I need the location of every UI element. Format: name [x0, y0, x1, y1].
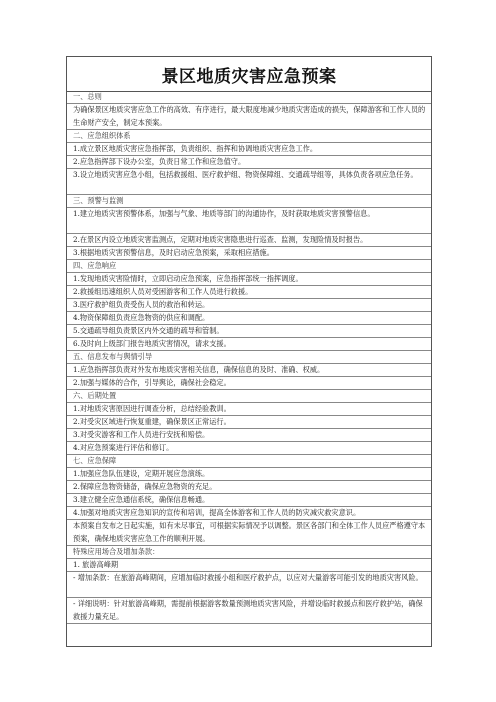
closing-paragraph: 本预案自发布之日起实施，如有未尽事宜，可根据实际情况予以调整。景区各部门和全体工作人员应严格遵守本预案，确保地质灾害应急工作的顺利开展。 — [67, 520, 431, 546]
special-detail: - 详细说明：针对旅游高峰期，需提前根据游客数量预测地质灾害风险，并增设临时救援点和医疗救护站，确保救援力量充足。 — [67, 598, 431, 624]
special-heading: 特殊应用场合及增加条款： — [67, 546, 431, 559]
section-2-heading: 二、应急组织体系 — [67, 130, 431, 143]
section-7-item-4: 4.加强对地质灾害应急知识的宣传和培训，提高全体游客和工作人员的防灾减灾救灾意识。 — [67, 507, 431, 520]
document-body — [67, 91, 431, 646]
section-3-item-1: 1.建立地质灾害预警体系，加强与气象、地质等部门的沟通协作，及时获取地质灾害预警信息。 — [67, 208, 431, 234]
special-added-clause: - 增加条款：在旅游高峰期间，应增加临时救援小组和医疗救护点，以应对大量游客可能引发的地质灾害风险。 — [67, 572, 431, 598]
section-4-item-1: 1.发现地质灾害险情时，立即启动应急预案，应急指挥部统一指挥调度。 — [67, 273, 431, 286]
section-4-item-6: 6.及时向上级部门报告地质灾害情况，请求支援。 — [67, 338, 431, 351]
section-7-item-3: 3.建立健全应急通信系统，确保信息畅通。 — [67, 494, 431, 507]
section-7-heading: 七、应急保障 — [67, 455, 431, 468]
section-4-item-4: 4.物资保障组负责应急物资的供应和调配。 — [67, 312, 431, 325]
section-4-heading: 四、应急响应 — [67, 260, 431, 273]
section-7-item-2: 2.保障应急物资储备，确保应急物资的充足。 — [67, 481, 431, 494]
section-3-heading: 三、预警与监测 — [67, 195, 431, 208]
section-5-item-2: 2.加强与媒体的合作，引导舆论，确保社会稳定。 — [67, 377, 431, 390]
section-4-item-3: 3.医疗救护组负责受伤人员的救治和转运。 — [67, 299, 431, 312]
document-title: 景区地质灾害应急预案 — [67, 57, 431, 92]
section-4-item-5: 5.交通疏导组负责景区内外交通的疏导和管制。 — [67, 325, 431, 338]
section-6-item-1: 1.对地质灾害原因进行调查分析，总结经验教训。 — [67, 403, 431, 416]
section-2-item-3: 3.设立地质灾害应急小组，包括救援组、医疗救护组、物资保障组、交通疏导组等，具体负责各项应急任务。 — [67, 169, 431, 195]
section-1-heading: 一、总则 — [67, 91, 431, 104]
section-6-item-4: 4.对应急预案进行评估和修订。 — [67, 442, 431, 455]
section-3-item-3: 3.根据地质灾害预警信息，及时启动应急预案，采取相应措施。 — [67, 247, 431, 260]
section-5-item-1: 1.应急指挥部负责对外发布地质灾害相关信息，确保信息的及时、准确、权威。 — [67, 364, 431, 377]
section-5-heading: 五、信息发布与舆情引导 — [67, 351, 431, 364]
section-7-item-1: 1.加强应急队伍建设，定期开展应急演练。 — [67, 468, 431, 481]
section-4-item-2: 2.救援组迅速组织人员对受困游客和工作人员进行救援。 — [67, 286, 431, 299]
document-sheet — [66, 56, 432, 647]
special-case-1: 1. 旅游高峰期 — [67, 559, 431, 572]
section-6-item-3: 3.对受灾游客和工作人员进行安抚和赔偿。 — [67, 429, 431, 442]
section-6-heading: 六、后期处置 — [67, 390, 431, 403]
section-1-paragraph: 为确保景区地质灾害应急工作的高效、有序进行，最大限度地减少地质灾害造成的损失，保障游客和工作人员的生命财产安全，制定本预案。 — [67, 104, 431, 130]
section-2-item-2: 2.应急指挥部下设办公室，负责日常工作和应急值守。 — [67, 156, 431, 169]
section-2-item-1: 1.成立景区地质灾害应急指挥部，负责组织、指挥和协调地质灾害应急工作。 — [67, 143, 431, 156]
section-6-item-2: 2.对受灾区域进行恢复重建，确保景区正常运行。 — [67, 416, 431, 429]
section-3-item-2: 2.在景区内设立地质灾害监测点，定期对地质灾害隐患进行巡查、监测，发现险情及时报告。 — [67, 234, 431, 247]
